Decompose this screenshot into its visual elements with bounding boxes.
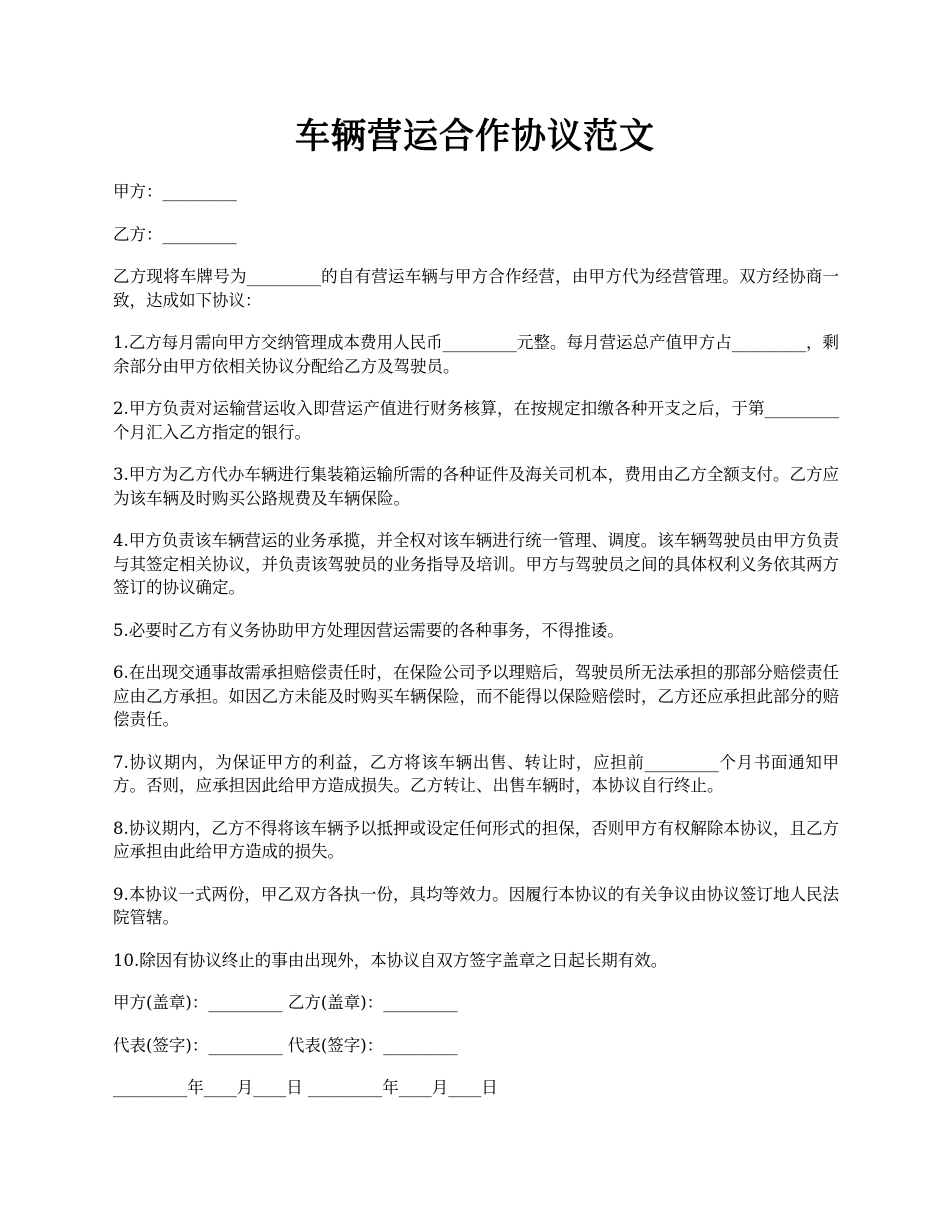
intro-paragraph: 乙方现将车牌号为_________的自有营运车辆与甲方合作经营，由甲方代为经营管理。双方经协商一致，达成如下协议： [113,267,839,310]
clause-8: 8.协议期内，乙方不得将该车辆予以抵押或设定任何形式的担保，否则甲方有权解除本协议，且乙方应承担由此给甲方造成的损失。 [113,818,839,861]
document-body [113,180,839,1119]
clause-9: 9.本协议一式两份，甲乙双方各执一份，具均等效力。因履行本协议的有关争议由协议签订地人民法院管辖。 [113,884,839,927]
clause-10: 10.除因有协议终止的事由出现外，本协议自双方签字盖章之日起长期有效。 [113,950,668,970]
clause-1: 1.乙方每月需向甲方交纳管理成本费用人民币_________元整。每月营运总产值甲方占_________，剩余部分由甲方依相关协议分配给乙方及驾驶员。 [113,333,839,376]
clause-6: 6.在出现交通事故需承担赔偿责任时，在保险公司予以理赔后，驾驶员所无法承担的那部分赔偿责任应由乙方承担。如因乙方未能及时购买车辆保险，而不能得以保险赔偿时，乙方还应承担此部分的赔偿责任。 [113,663,839,729]
date-line: _________年____月____日 _________年____月____日 [113,1078,498,1097]
party-a-line: 甲方：_________ [113,182,237,201]
document-title: 车辆营运合作协议范文 [294,116,655,157]
clause-7: 7.协议期内，为保证甲方的利益，乙方将该车辆出售、转让时，应担前_________个月书面通知甲方。否则，应承担因此给甲方造成损失。乙方转让、出售车辆时，本协议自行终止。 [113,752,839,795]
signature-line: 代表(签字)：_________ 代表(签字)：_________ [113,1035,458,1055]
clause-4: 4.甲方负责该车辆营运的业务承揽，并全权对该车辆进行统一管理、调度。该车辆驾驶员由甲方负责与其签定相关协议，并负责该驾驶员的业务指导及培训。甲方与驾驶员之间的具体权利义务依其两方签订的协议确定。 [113,531,839,597]
clause-5: 5.必要时乙方有义务协助甲方处理因营运需要的各种事务，不得推诿。 [113,620,624,640]
clause-3: 3.甲方为乙方代办车辆进行集装箱运输所需的各种证件及海关司机本，费用由乙方全额支付。乙方应为该车辆及时购买公路规费及车辆保险。 [113,465,839,508]
seal-line: 甲方(盖章)：_________ 乙方(盖章)：_________ [113,993,458,1012]
clause-2: 2.甲方负责对运输营运收入即营运产值进行财务核算，在按规定扣缴各种开支之后，于第_________个月汇入乙方指定的银行。 [113,399,839,442]
party-b-line: 乙方：_________ [113,224,237,244]
